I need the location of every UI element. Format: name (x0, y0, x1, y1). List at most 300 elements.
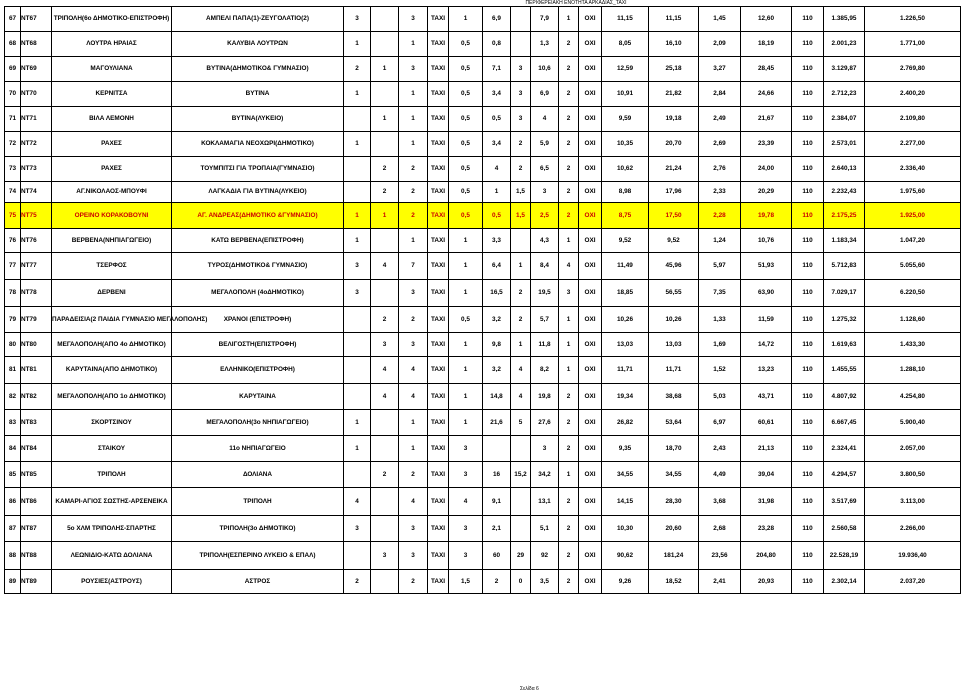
cell-daily-total: 63,90 (741, 280, 792, 307)
cell-students-b: 1 (371, 57, 399, 82)
table-row (5, 132, 961, 157)
cell-daily-total: 39,04 (741, 462, 792, 488)
cell-vat: 5,97 (699, 253, 741, 280)
cell-budget-cost: 1.771,00 (865, 32, 961, 57)
cell-vehicle: ΤΑΧΙ (428, 157, 449, 182)
cell-vehicle: ΤΑΧΙ (428, 107, 449, 132)
cell-origin: ΜΑΓΟΥΛΙΑΝΑ (52, 57, 172, 82)
cell-students-b: 3 (371, 333, 399, 357)
cell-code: NT88 (21, 542, 52, 570)
cell-students-a: 1 (344, 82, 371, 107)
cell-routes: 1 (559, 357, 579, 384)
cell-origin: ΤΣΕΡΦΟΣ (52, 253, 172, 280)
cell-aa: 86 (5, 488, 21, 516)
cell-destination: ΜΕΓΑΛΟΠΟΛΗ(3ο ΝΗΠΙΑΓΩΓΕΙΟ) (172, 410, 344, 436)
cell-cost-route: 9,59 (602, 107, 649, 132)
cell-destination: ΒΥΤΙΝΑ(ΔΗΜΟΤΙΚΟ& ΓΥΜΝΑΣΙΟ) (172, 57, 344, 82)
cell-students-a (344, 542, 371, 570)
cell-students-total: 4 (399, 357, 428, 384)
cell-budget-cost: 5.055,60 (865, 253, 961, 280)
cell-total-cost: 2.384,07 (824, 107, 865, 132)
cell-km-unloaded: 3 (449, 516, 483, 542)
cell-total-cost: 2.232,43 (824, 182, 865, 203)
cell-origin: ΚΑΜΑΡΙ-ΑΓΙΟΣ ΣΩΣΤΗΣ-ΑΡΣΕΝΕΙΚΑ (52, 488, 172, 516)
cell-students-total: 1 (399, 107, 428, 132)
cell-km-loaded-a: 4 (483, 157, 511, 182)
cell-km-loaded-a: 16,5 (483, 280, 511, 307)
cell-escort: ΟΧΙ (579, 436, 602, 462)
cell-budget-cost: 6.220,50 (865, 280, 961, 307)
cell-aa: 81 (5, 357, 21, 384)
cell-daily-total: 21,13 (741, 436, 792, 462)
cell-destination: ΧΡΑΝΟΙ (ΕΠΙΣΤΡΟΦΗ) (172, 307, 344, 333)
cell-students-total: 1 (399, 436, 428, 462)
cell-km-loaded-b: 4 (511, 357, 531, 384)
cell-budget-cost: 1.288,10 (865, 357, 961, 384)
cell-routes: 2 (559, 384, 579, 410)
cell-total-cost: 5.712,83 (824, 253, 865, 280)
cell-students-a: 1 (344, 203, 371, 229)
cell-routes: 1 (559, 307, 579, 333)
cell-km-unloaded: 0,5 (449, 157, 483, 182)
table-row (5, 516, 961, 542)
cell-destination: ΕΛΛΗΝΙΚΟ(ΕΠΙΣΤΡΟΦΗ) (172, 357, 344, 384)
cell-destination: 11ο ΝΗΠΙΑΓΩΓΕΙΟ (172, 436, 344, 462)
cell-students-b (371, 570, 399, 594)
cell-km-total: 27,6 (531, 410, 559, 436)
cell-km-total: 5,9 (531, 132, 559, 157)
cell-vat: 2,28 (699, 203, 741, 229)
cell-origin: ΜΕΓΑΛΟΠΟΛΗ(ΑΠΟ 4ο ΔΗΜΟΤΙΚΟ) (52, 333, 172, 357)
cell-aa: 72 (5, 132, 21, 157)
cell-cost-daily: 56,55 (649, 280, 699, 307)
cell-routes: 4 (559, 253, 579, 280)
cell-code: NT72 (21, 132, 52, 157)
cell-total-cost: 1.385,95 (824, 7, 865, 32)
cell-vat: 1,52 (699, 357, 741, 384)
cell-students-a: 4 (344, 488, 371, 516)
cell-days: 110 (792, 280, 824, 307)
cell-code: NT70 (21, 82, 52, 107)
cell-students-a (344, 157, 371, 182)
cell-km-loaded-b: 3 (511, 57, 531, 82)
cell-km-loaded-b (511, 436, 531, 462)
cell-vat: 2,09 (699, 32, 741, 57)
cell-cost-daily: 20,70 (649, 132, 699, 157)
cell-routes: 2 (559, 182, 579, 203)
cell-routes: 2 (559, 203, 579, 229)
cell-km-loaded-a: 6,9 (483, 7, 511, 32)
table-row (5, 253, 961, 280)
cell-cost-route: 18,85 (602, 280, 649, 307)
cell-escort: ΟΧΙ (579, 203, 602, 229)
cell-budget-cost: 2.400,20 (865, 82, 961, 107)
cell-aa: 79 (5, 307, 21, 333)
cell-routes: 2 (559, 516, 579, 542)
cell-daily-total: 31,98 (741, 488, 792, 516)
cell-total-cost: 2.640,13 (824, 157, 865, 182)
cell-vehicle: ΤΑΧΙ (428, 132, 449, 157)
cell-km-total: 19,8 (531, 384, 559, 410)
cell-vat: 2,68 (699, 516, 741, 542)
cell-km-loaded-a: 21,6 (483, 410, 511, 436)
cell-km-loaded-b: 2 (511, 307, 531, 333)
cell-vehicle: ΤΑΧΙ (428, 203, 449, 229)
cell-vehicle: ΤΑΧΙ (428, 280, 449, 307)
cell-km-total: 3 (531, 182, 559, 203)
cell-budget-cost: 1.975,60 (865, 182, 961, 203)
cell-cost-route: 14,15 (602, 488, 649, 516)
cell-routes: 2 (559, 132, 579, 157)
cell-km-loaded-a: 3,4 (483, 82, 511, 107)
cell-km-loaded-b: 2 (511, 280, 531, 307)
cell-days: 110 (792, 570, 824, 594)
cell-km-total: 4 (531, 107, 559, 132)
cell-cost-daily: 13,03 (649, 333, 699, 357)
cell-cost-daily: 45,96 (649, 253, 699, 280)
cell-aa: 70 (5, 82, 21, 107)
cell-code: NT77 (21, 253, 52, 280)
cell-vehicle: ΤΑΧΙ (428, 7, 449, 32)
cell-destination: ΤΟΥΜΠΙΤΣΙ ΓΙΑ ΤΡΟΠΑΙΑ(ΓΥΜΝΑΣΙΟ) (172, 157, 344, 182)
cell-cost-route: 13,03 (602, 333, 649, 357)
cell-aa: 78 (5, 280, 21, 307)
table-row (5, 357, 961, 384)
cell-km-loaded-a: 14,8 (483, 384, 511, 410)
cell-escort: ΟΧΙ (579, 7, 602, 32)
cell-budget-cost: 2.057,00 (865, 436, 961, 462)
cell-students-b (371, 410, 399, 436)
cell-code: NT89 (21, 570, 52, 594)
cell-destination: ΚΑΛΥΒΙΑ ΛΟΥΤΡΩΝ (172, 32, 344, 57)
cell-students-a (344, 182, 371, 203)
cell-days: 110 (792, 462, 824, 488)
cell-daily-total: 10,76 (741, 229, 792, 253)
cell-cost-daily: 181,24 (649, 542, 699, 570)
table-body (5, 7, 961, 594)
cell-students-b (371, 7, 399, 32)
cell-vat: 2,43 (699, 436, 741, 462)
cell-km-unloaded: 1 (449, 280, 483, 307)
cell-students-a: 3 (344, 516, 371, 542)
cell-km-loaded-a: 6,4 (483, 253, 511, 280)
cell-km-unloaded: 0,5 (449, 82, 483, 107)
cell-daily-total: 14,72 (741, 333, 792, 357)
cell-km-loaded-b: 1,5 (511, 203, 531, 229)
cell-escort: ΟΧΙ (579, 280, 602, 307)
cell-total-cost: 1.183,34 (824, 229, 865, 253)
cell-students-a: 1 (344, 229, 371, 253)
cell-code: NT80 (21, 333, 52, 357)
cell-escort: ΟΧΙ (579, 82, 602, 107)
cell-km-unloaded: 1 (449, 384, 483, 410)
cell-daily-total: 21,67 (741, 107, 792, 132)
cell-days: 110 (792, 32, 824, 57)
cell-origin: ΚΕΡΝΙΤΣΑ (52, 82, 172, 107)
cell-destination: ΚΑΡΥΤΑΙΝΑ (172, 384, 344, 410)
cell-students-b (371, 229, 399, 253)
cell-km-loaded-b (511, 7, 531, 32)
cell-km-total: 6,5 (531, 157, 559, 182)
cell-km-unloaded: 1 (449, 229, 483, 253)
cell-km-unloaded: 0,5 (449, 57, 483, 82)
cell-routes: 1 (559, 229, 579, 253)
cell-km-unloaded: 1 (449, 7, 483, 32)
cell-km-loaded-b: 2 (511, 132, 531, 157)
cell-escort: ΟΧΙ (579, 57, 602, 82)
table-row (5, 333, 961, 357)
cell-aa: 74 (5, 182, 21, 203)
table-row (5, 229, 961, 253)
cell-students-a (344, 384, 371, 410)
cell-code: NT87 (21, 516, 52, 542)
cell-km-loaded-b: 4 (511, 384, 531, 410)
cell-code: NT67 (21, 7, 52, 32)
cell-cost-route: 9,35 (602, 436, 649, 462)
cell-aa: 76 (5, 229, 21, 253)
table-row (5, 462, 961, 488)
cell-origin: ΛΕΩΝΙΔΙΟ-ΚΑΤΩ ΔΟΛΙΑΝΑ (52, 542, 172, 570)
cell-vat: 1,33 (699, 307, 741, 333)
cell-students-a (344, 107, 371, 132)
cell-vat: 1,69 (699, 333, 741, 357)
cell-code: NT85 (21, 462, 52, 488)
cell-budget-cost: 4.254,80 (865, 384, 961, 410)
cell-km-loaded-a: 0,8 (483, 32, 511, 57)
cell-days: 110 (792, 132, 824, 157)
cell-students-total: 2 (399, 307, 428, 333)
cell-vat: 2,84 (699, 82, 741, 107)
cell-students-total: 2 (399, 203, 428, 229)
cell-total-cost: 2.175,25 (824, 203, 865, 229)
cell-routes: 2 (559, 570, 579, 594)
cell-destination: ΑΓ. ΑΝΔΡΕΑΣ(ΔΗΜΟΤΙΚΟ &ΓΥΜΝΑΣΙΟ) (172, 203, 344, 229)
cell-origin: ΤΡΙΠΟΛΗ(6ο ΔΗΜΟΤΙΚΟ-ΕΠΙΣΤΡΟΦΗ) (52, 7, 172, 32)
cell-days: 110 (792, 82, 824, 107)
cell-vehicle: ΤΑΧΙ (428, 516, 449, 542)
cell-escort: ΟΧΙ (579, 182, 602, 203)
cell-code: NT76 (21, 229, 52, 253)
cell-cost-daily: 28,30 (649, 488, 699, 516)
table-row (5, 307, 961, 333)
cell-students-b: 1 (371, 107, 399, 132)
cell-routes: 1 (559, 333, 579, 357)
cell-km-loaded-a: 9,1 (483, 488, 511, 516)
cell-cost-route: 11,15 (602, 7, 649, 32)
cell-destination: ΚΟΚΛΑΜΑΓΙΑ ΝΕΟΧΩΡΙ(ΔΗΜΟΤΙΚΟ) (172, 132, 344, 157)
cell-code: NT73 (21, 157, 52, 182)
table-row (5, 107, 961, 132)
page-footer: Σελίδα 6 (520, 686, 539, 692)
cell-budget-cost: 1.226,50 (865, 7, 961, 32)
cell-vehicle: ΤΑΧΙ (428, 410, 449, 436)
cell-km-loaded-a: 0,5 (483, 203, 511, 229)
cell-routes: 2 (559, 542, 579, 570)
cell-km-loaded-b: 3 (511, 107, 531, 132)
cell-km-loaded-a: 3,2 (483, 357, 511, 384)
cell-code: NT79 (21, 307, 52, 333)
cell-km-loaded-b: 15,2 (511, 462, 531, 488)
cell-escort: ΟΧΙ (579, 307, 602, 333)
cell-aa: 84 (5, 436, 21, 462)
cell-routes: 2 (559, 107, 579, 132)
cell-students-total: 2 (399, 182, 428, 203)
cell-code: NT83 (21, 410, 52, 436)
cell-vat: 2,69 (699, 132, 741, 157)
cell-aa: 88 (5, 542, 21, 570)
cell-km-loaded-b: 2 (511, 157, 531, 182)
cell-budget-cost: 1.433,30 (865, 333, 961, 357)
cell-code: NT82 (21, 384, 52, 410)
cell-routes: 2 (559, 410, 579, 436)
cell-cost-route: 8,75 (602, 203, 649, 229)
table-row (5, 157, 961, 182)
cell-origin: ΠΑΡΑΔΕΙΣΙΑ(2 ΠΑΙΔΙΑ ΓΥΜΝΑΣΙΟ ΜΕΓΑΛΟΠΟΛΗΣ) (52, 307, 172, 333)
cell-escort: ΟΧΙ (579, 570, 602, 594)
cell-days: 110 (792, 410, 824, 436)
cell-km-total: 13,1 (531, 488, 559, 516)
cell-aa: 89 (5, 570, 21, 594)
table-row (5, 32, 961, 57)
cell-students-a: 2 (344, 570, 371, 594)
cell-km-loaded-b: 3 (511, 82, 531, 107)
cell-total-cost: 2.712,23 (824, 82, 865, 107)
cell-daily-total: 12,60 (741, 7, 792, 32)
cell-escort: ΟΧΙ (579, 132, 602, 157)
cell-total-cost: 1.619,63 (824, 333, 865, 357)
cell-total-cost: 22.528,19 (824, 542, 865, 570)
cell-km-unloaded: 0,5 (449, 182, 483, 203)
cell-total-cost: 6.667,45 (824, 410, 865, 436)
cell-km-unloaded: 1 (449, 410, 483, 436)
cell-students-total: 3 (399, 7, 428, 32)
table-row (5, 410, 961, 436)
cell-code: NT71 (21, 107, 52, 132)
cell-km-loaded-b: 1 (511, 333, 531, 357)
cell-km-unloaded: 1 (449, 253, 483, 280)
cell-students-b: 4 (371, 253, 399, 280)
cell-cost-route: 9,26 (602, 570, 649, 594)
cell-students-b (371, 82, 399, 107)
cell-cost-daily: 21,24 (649, 157, 699, 182)
cell-cost-daily: 9,52 (649, 229, 699, 253)
cell-km-loaded-a: 2,1 (483, 516, 511, 542)
cell-destination: ΒΥΤΙΝΑ(ΛΥΚΕΙΟ) (172, 107, 344, 132)
cell-daily-total: 204,80 (741, 542, 792, 570)
cell-destination: ΤΡΙΠΟΛΗ (172, 488, 344, 516)
cell-aa: 80 (5, 333, 21, 357)
cell-vat: 1,24 (699, 229, 741, 253)
cell-days: 110 (792, 253, 824, 280)
cell-students-total: 7 (399, 253, 428, 280)
cell-cost-route: 10,26 (602, 307, 649, 333)
cell-students-total: 1 (399, 82, 428, 107)
cell-km-loaded-a: 3,3 (483, 229, 511, 253)
cell-km-total: 3 (531, 436, 559, 462)
cell-vat: 6,97 (699, 410, 741, 436)
cell-students-total: 1 (399, 229, 428, 253)
cell-daily-total: 60,61 (741, 410, 792, 436)
cell-daily-total: 19,78 (741, 203, 792, 229)
cell-origin: ΒΙΛΑ ΛΕΜΟΝΗ (52, 107, 172, 132)
cell-days: 110 (792, 333, 824, 357)
cell-origin: ΣΤΑΙΚΟΥ (52, 436, 172, 462)
cell-cost-route: 26,82 (602, 410, 649, 436)
cell-students-b (371, 488, 399, 516)
cell-vat: 3,68 (699, 488, 741, 516)
cell-code: NT69 (21, 57, 52, 82)
cell-origin: ΜΕΓΑΛΟΠΟΛΗ(ΑΠΟ 1ο ΔΗΜΟΤΙΚΟ) (52, 384, 172, 410)
cell-vehicle: ΤΑΧΙ (428, 570, 449, 594)
cell-vehicle: ΤΑΧΙ (428, 229, 449, 253)
cell-vehicle: ΤΑΧΙ (428, 357, 449, 384)
cell-days: 110 (792, 107, 824, 132)
cell-origin: ΔΕΡΒΕΝΙ (52, 280, 172, 307)
cell-aa: 77 (5, 253, 21, 280)
cell-km-loaded-b: 5 (511, 410, 531, 436)
cell-destination: ΤΡΙΠΟΛΗ(3ο ΔΗΜΟΤΙΚΟ) (172, 516, 344, 542)
cell-km-loaded-a: 3,2 (483, 307, 511, 333)
cell-km-loaded-b: 0 (511, 570, 531, 594)
cell-routes: 2 (559, 488, 579, 516)
cell-escort: ΟΧΙ (579, 253, 602, 280)
cell-daily-total: 23,39 (741, 132, 792, 157)
cell-cost-daily: 11,15 (649, 7, 699, 32)
cell-students-b: 4 (371, 357, 399, 384)
cell-km-total: 19,5 (531, 280, 559, 307)
cell-cost-daily: 18,52 (649, 570, 699, 594)
cell-km-total: 92 (531, 542, 559, 570)
cell-students-total: 4 (399, 488, 428, 516)
cell-code: NT75 (21, 203, 52, 229)
cell-aa: 87 (5, 516, 21, 542)
cell-origin: ΡΟΥΣΙΕΣ(ΑΣΤΡΟΥΣ) (52, 570, 172, 594)
cell-students-b (371, 132, 399, 157)
cell-km-total: 34,2 (531, 462, 559, 488)
cell-cost-daily: 18,70 (649, 436, 699, 462)
cell-students-a: 3 (344, 280, 371, 307)
cell-km-loaded-b (511, 229, 531, 253)
cell-students-total: 4 (399, 384, 428, 410)
cell-cost-route: 8,98 (602, 182, 649, 203)
cell-budget-cost: 1.047,20 (865, 229, 961, 253)
cell-km-loaded-b (511, 32, 531, 57)
cell-destination: ΤΡΙΠΟΛΗ(ΕΣΠΕΡΙΝΟ ΛΥΚΕΙΟ & ΕΠΑΛ) (172, 542, 344, 570)
cell-budget-cost: 2.336,40 (865, 157, 961, 182)
cell-days: 110 (792, 203, 824, 229)
cell-aa: 83 (5, 410, 21, 436)
cell-cost-daily: 53,64 (649, 410, 699, 436)
cell-km-loaded-b: 29 (511, 542, 531, 570)
cell-km-unloaded: 0,5 (449, 307, 483, 333)
cell-students-total: 3 (399, 333, 428, 357)
cell-km-unloaded: 3 (449, 462, 483, 488)
cell-vehicle: ΤΑΧΙ (428, 307, 449, 333)
cell-students-a (344, 307, 371, 333)
cell-students-b: 3 (371, 542, 399, 570)
cell-destination: ΔΟΛΙΑΝΑ (172, 462, 344, 488)
cell-budget-cost: 2.277,00 (865, 132, 961, 157)
cell-students-total: 3 (399, 280, 428, 307)
cell-daily-total: 20,29 (741, 182, 792, 203)
cell-students-b (371, 436, 399, 462)
cell-km-total: 2,5 (531, 203, 559, 229)
cell-days: 110 (792, 516, 824, 542)
cell-routes: 3 (559, 280, 579, 307)
cell-cost-route: 19,34 (602, 384, 649, 410)
table-row (5, 182, 961, 203)
cell-aa: 73 (5, 157, 21, 182)
